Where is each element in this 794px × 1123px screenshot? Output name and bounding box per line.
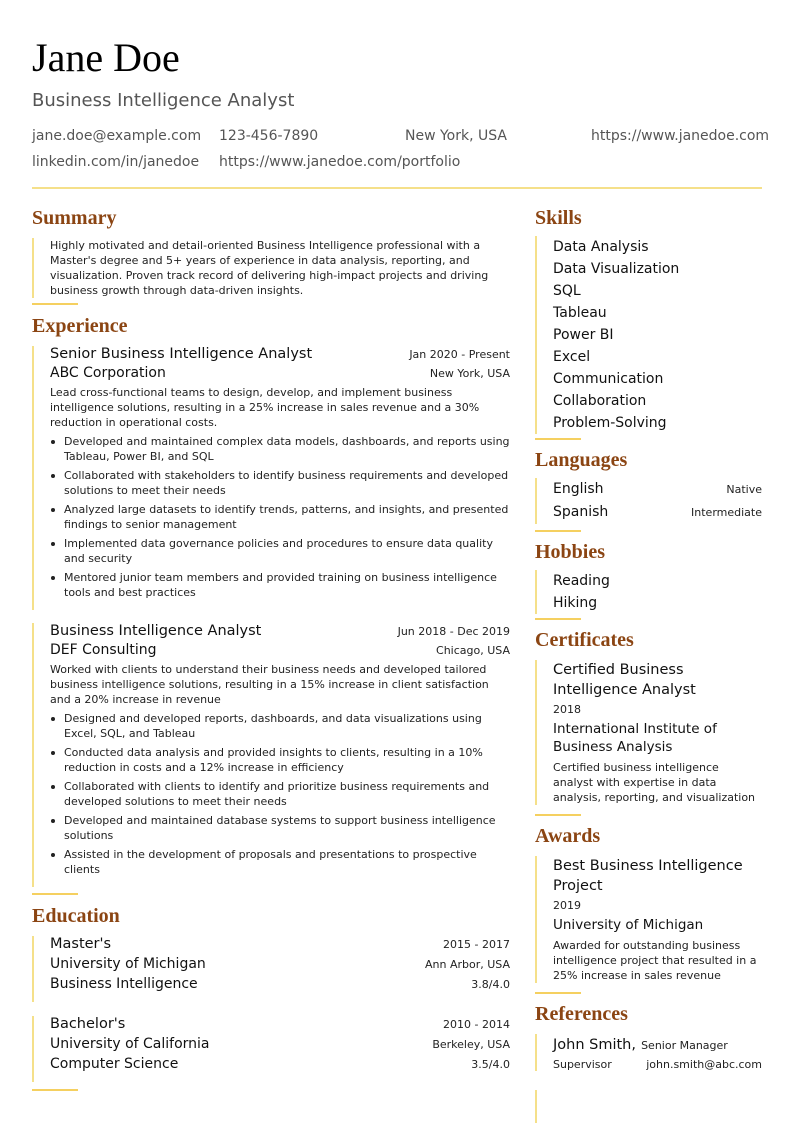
- job-2-description: Worked with clients to understand their business needs and developed tailored business intelligence solutions, resulting in a 15% increase in client satisfaction and a 20% increase in revenue: [50, 663, 489, 706]
- job-2-role: Business Intelligence Analyst: [50, 623, 262, 639]
- certificate-description: Certified business intelligence analyst with expertise in data analysis, reporting, and visualization: [553, 761, 756, 804]
- skill-item: Power BI: [553, 327, 614, 343]
- job-2-bullet: Designed and developed reports, dashboards, and data visualizations using Excel, SQL, and Tableau: [50, 711, 510, 741]
- certificate-year: 2018: [553, 703, 581, 716]
- skill-item: Excel: [553, 349, 591, 365]
- reference-name: John Smith,: [553, 1037, 636, 1053]
- hobbies-heading: Hobbies: [535, 541, 606, 563]
- hobby-item: Hiking: [553, 595, 598, 611]
- certificate-issuer: International Institute of Business Analysis: [553, 721, 717, 755]
- edu-2-school: University of California: [50, 1036, 210, 1052]
- job-1-location: New York, USA: [429, 367, 510, 380]
- summary-heading: Summary: [32, 207, 117, 229]
- job-1-role: Senior Business Intelligence Analyst: [50, 346, 313, 362]
- reference-email[interactable]: john.smith@abc.com: [646, 1058, 762, 1071]
- certificate-name: Certified Business Intelligence Analyst: [553, 662, 696, 698]
- skill-item: Problem-Solving: [553, 415, 667, 431]
- skill-item: Communication: [553, 371, 664, 387]
- skill-item: Data Analysis: [553, 239, 649, 255]
- skills-underline: [535, 438, 581, 440]
- experience-heading: Experience: [32, 315, 128, 337]
- candidate-name: Jane Doe: [32, 35, 180, 80]
- edu-2-field: Computer Science: [50, 1056, 179, 1072]
- edu-1-degree: Master's: [50, 936, 112, 952]
- edu-2-degree: Bachelor's: [50, 1016, 126, 1032]
- job-2: [32, 623, 510, 887]
- edu-2-location: Berkeley, USA: [432, 1038, 510, 1051]
- skills-heading: Skills: [535, 207, 582, 229]
- skill-item: Tableau: [553, 305, 607, 321]
- award-description: Awarded for outstanding business intelligence project that resulted in a 25% increase in sales revenue: [553, 939, 757, 982]
- hobbies-list: [535, 570, 762, 614]
- language-level: Intermediate: [691, 506, 762, 519]
- education-underline: [32, 1089, 78, 1091]
- contact-phone: 123-456-7890: [219, 128, 319, 144]
- languages-heading: Languages: [535, 449, 628, 471]
- certificates-heading: Certificates: [535, 629, 634, 651]
- job-1-description: Lead cross-functional teams to design, develop, and implement business intelligence solutions, resulting in a 25% increase in sales revenue and a 30% reduction in operational costs.: [50, 386, 480, 429]
- skills-list: [535, 236, 762, 434]
- job-1-bullet: Implemented data governance policies and procedures to ensure data quality and security: [50, 536, 510, 566]
- job-1: [32, 346, 510, 610]
- contact-portfolio[interactable]: https://www.janedoe.com/portfolio: [219, 154, 461, 170]
- award-issuer: University of Michigan: [553, 917, 704, 933]
- contact-email[interactable]: jane.doe@example.com: [32, 128, 202, 144]
- language-name: English: [553, 481, 604, 497]
- references-heading: References: [535, 1003, 628, 1025]
- edu-2-dates: 2010 - 2014: [443, 1018, 510, 1031]
- awards-underline: [535, 992, 581, 994]
- job-1-bullet: Developed and maintained complex data models, dashboards, and reports using Tableau, Power BI, and SQL: [50, 434, 510, 464]
- header-divider: [32, 187, 762, 189]
- hobbies-underline: [535, 618, 581, 620]
- references-accent: [535, 1090, 537, 1123]
- language-level: Native: [726, 483, 762, 496]
- award-item: [535, 856, 762, 983]
- job-1-bullet: Collaborated with stakeholders to identify business requirements and developed solutions to meet their needs: [50, 468, 510, 498]
- job-1-company: ABC Corporation: [50, 365, 166, 381]
- job-2-bullet: Developed and maintained database systems to support business intelligence solutions: [50, 813, 510, 843]
- reference-item: [535, 1034, 762, 1071]
- skill-item: Data Visualization: [553, 261, 680, 277]
- certificates-underline: [535, 814, 581, 816]
- education-heading: Education: [32, 905, 120, 927]
- job-2-bullet: Conducted data analysis and provided insights to clients, resulting in a 10% reduction in costs and a 12% increase in efficiency: [50, 745, 510, 775]
- edu-1-field: Business Intelligence: [50, 976, 198, 992]
- job-2-bullet: Collaborated with clients to identify and prioritize business requirements and developed solutions to meet their needs: [50, 779, 510, 809]
- contact-website[interactable]: https://www.janedoe.com: [591, 128, 770, 144]
- summary-underline: [32, 303, 78, 305]
- job-1-dates: Jan 2020 - Present: [409, 348, 510, 361]
- edu-1-location: Ann Arbor, USA: [424, 958, 510, 971]
- summary-block: [32, 238, 510, 298]
- award-name: Best Business Intelligence Project: [553, 858, 743, 894]
- edu-1-school: University of Michigan: [50, 956, 206, 972]
- job-1-bullet: Analyzed large datasets to identify trends, patterns, and insights, and presented findings to senior management: [50, 502, 510, 532]
- job-2-dates: Jun 2018 - Dec 2019: [397, 625, 510, 638]
- summary-text: Highly motivated and detail-oriented Business Intelligence professional with a Master's degree and 5+ years of experience in data analysis, reporting, and visualization. Proven track record of delivering high-impact projects and driving business growth through data-driven insights.: [50, 239, 489, 297]
- reference-relation: Supervisor: [553, 1058, 612, 1071]
- skill-item: SQL: [553, 283, 581, 299]
- edu-2-gpa: 3.5/4.0: [471, 1058, 510, 1071]
- edu-1-dates: 2015 - 2017: [443, 938, 510, 951]
- job-2-location: Chicago, USA: [436, 644, 510, 657]
- job-2-company: DEF Consulting: [50, 642, 157, 658]
- education-item-1: [32, 936, 510, 1002]
- hobby-item: Reading: [553, 573, 610, 589]
- language-name: Spanish: [553, 504, 609, 520]
- edu-1-gpa: 3.8/4.0: [471, 978, 510, 991]
- candidate-title: Business Intelligence Analyst: [32, 90, 295, 111]
- certificate-item: [535, 660, 762, 805]
- experience-underline: [32, 893, 78, 895]
- languages-list: [535, 478, 762, 524]
- job-1-bullet: Mentored junior team members and provided training on business intelligence tools and best practices: [50, 570, 510, 600]
- skill-item: Collaboration: [553, 393, 647, 409]
- award-year: 2019: [553, 899, 581, 912]
- awards-heading: Awards: [535, 825, 601, 847]
- education-item-2: [32, 1016, 510, 1082]
- contact-location: New York, USA: [405, 128, 507, 144]
- reference-position: Senior Manager: [641, 1039, 728, 1052]
- contact-linkedin[interactable]: linkedin.com/in/janedoe: [32, 154, 200, 170]
- job-2-bullet: Assisted in the development of proposals and presentations to prospective clients: [50, 847, 510, 877]
- languages-underline: [535, 530, 581, 532]
